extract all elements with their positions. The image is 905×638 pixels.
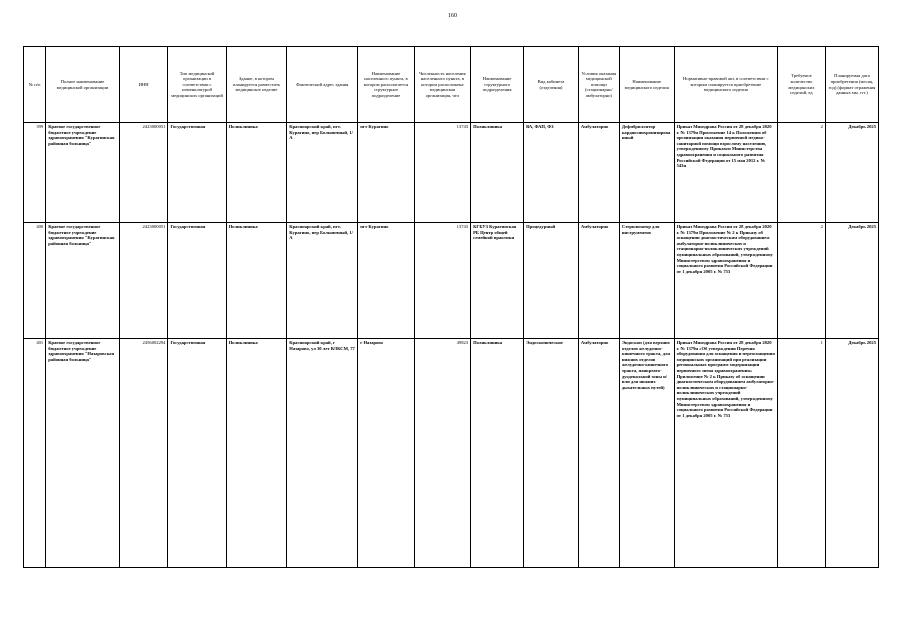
header-act: Нормативно-правовой акт, в соответствии с которым планируется приобретение медицинского изделия bbox=[674, 47, 777, 123]
cell-num: 401 bbox=[24, 339, 46, 568]
cell-address: Красноярский край, г Назарово, ул 30 лет ВЛКСМ, 77 bbox=[287, 339, 358, 568]
cell-org: Краевое государственное бюджетное учреждение здравоохранения "Назаровская районная больница" bbox=[46, 339, 120, 568]
equipment-table bbox=[23, 46, 879, 568]
header-inn: ИНН bbox=[119, 47, 168, 123]
cell-act: Приказ Минздрава России от 28 декабря 2020 г. № 1379н Приложение 14 к Положению об организации оказания первичной медико-санитарной помощи взрослому населению, утвержденному Приказом Министерства здравоохранения и социального развития Российской Федерации от 15 мая 2012 г. № 543н bbox=[674, 123, 777, 223]
page-number: 160 bbox=[448, 13, 457, 19]
cell-inn: 2456002294 bbox=[119, 339, 168, 568]
cell-device: Дефибриллятор кардиосинхронизированный bbox=[619, 123, 674, 223]
header-population: Численность населения населенного пункта, в котором расположена медицинская организация, чел bbox=[414, 47, 470, 123]
table-row bbox=[24, 223, 879, 339]
cell-org: Краевое государственное бюджетное учреждение здравоохранения "Курагинская районная больница" bbox=[46, 223, 120, 339]
cell-inn: 2423000051 bbox=[119, 123, 168, 223]
header-locality: Наименование населенного пункта, в котором располагается структурное подразделение bbox=[358, 47, 414, 123]
header-device: Наименование медицинского изделия bbox=[619, 47, 674, 123]
header-unit: Наименование структурного подразделения bbox=[471, 47, 524, 123]
cell-type: Государственная bbox=[168, 339, 226, 568]
cell-cabinet: Эндоскопические bbox=[524, 339, 579, 568]
header-building: Здание, в котором планируется разместить медицинское изделие bbox=[226, 47, 287, 123]
cell-population: 13743 bbox=[414, 223, 470, 339]
cell-unit: Поликлиника bbox=[471, 123, 524, 223]
cell-date: Декабрь 2025 bbox=[825, 123, 878, 223]
header-num: № п/п bbox=[24, 47, 46, 123]
cell-population: 13743 bbox=[414, 123, 470, 223]
header-row bbox=[24, 47, 879, 123]
cell-qty: 1 bbox=[778, 339, 826, 568]
cell-qty: 2 bbox=[778, 223, 826, 339]
cell-num: 400 bbox=[24, 223, 46, 339]
cell-conditions: Амбулаторно bbox=[578, 339, 619, 568]
header-type: Тип медицинской организации в соответствии с номенклатурой медицинских организаций bbox=[168, 47, 226, 123]
cell-conditions: Амбулаторно bbox=[578, 123, 619, 223]
cell-type: Государственная bbox=[168, 123, 226, 223]
cell-conditions: Амбулаторно bbox=[578, 223, 619, 339]
header-qty: Требуемое количество медицинских изделий, ед bbox=[778, 47, 826, 123]
cell-building: Поликлиника bbox=[226, 223, 287, 339]
table-row bbox=[24, 339, 879, 568]
cell-address: Красноярский край, пгт. Курагино, пер Больничный, 1/А bbox=[287, 123, 358, 223]
header-date: Планируемая дата приобретения (месяц, год) (формат отражения данных мм. ггг.) bbox=[825, 47, 878, 123]
cell-inn: 2423000051 bbox=[119, 223, 168, 339]
cell-device: Стерилизатор для инструментов bbox=[619, 223, 674, 339]
cell-act: Приказ Минздрава России от 28 декабря 2020 г. № 1379н «Об утверждении Перечня оборудования для оснащения и переоснащения медицинских организаций при реализации региональных программ модернизации первичного звена здравоохранения» Приложение № 2 к Приказу об оснащении диагностическим оборудованием амбулаторно-поликлинических и стационарно-поликлинических учреждений муниципальных образований, утвержденному Министерством здравоохранения и социального развития Российской Федерации от 1 декабря 2005 г. № 753 bbox=[674, 339, 777, 568]
cell-date: Декабрь 2025 bbox=[825, 339, 878, 568]
header-org: Полное наименование медицинской организации bbox=[46, 47, 120, 123]
cell-building: Поликлиника bbox=[226, 339, 287, 568]
cell-num: 399 bbox=[24, 123, 46, 223]
cell-locality: пгт Курагино bbox=[358, 223, 414, 339]
cell-org: Краевое государственное бюджетное учреждение здравоохранения "Курагинская районная больница" bbox=[46, 123, 120, 223]
cell-population: 49823 bbox=[414, 339, 470, 568]
cell-date: Декабрь 2025 bbox=[825, 223, 878, 339]
cell-cabinet: Процедурный bbox=[524, 223, 579, 339]
cell-qty: 2 bbox=[778, 123, 826, 223]
cell-locality: пгт Курагино bbox=[358, 123, 414, 223]
cell-unit: КГБУЗ Курагинская РБ Центр общей семейной практики bbox=[471, 223, 524, 339]
header-address: Фактический адрес здания bbox=[287, 47, 358, 123]
cell-building: Поликлиника bbox=[226, 123, 287, 223]
cell-unit: Поликлиника bbox=[471, 339, 524, 568]
cell-device: Эндоскоп (для верхних отделов желудочно-кишечного тракта, для нижних отделов желудочно-кишечного тракта, панкреато-дуоденальной зоны и/или для нижних дыхательных путей) bbox=[619, 339, 674, 568]
header-conditions: Условия оказания медицинской помощи (стационарно/амбулаторно) bbox=[578, 47, 619, 123]
table-row bbox=[24, 123, 879, 223]
cell-locality: г Назарово bbox=[358, 339, 414, 568]
cell-address: Красноярский край, пгт. Курагино, пер Больничный, 1/А bbox=[287, 223, 358, 339]
header-cabinet: Вид кабинета (отделения) bbox=[524, 47, 579, 123]
cell-type: Государственная bbox=[168, 223, 226, 339]
cell-cabinet: ВА, ФАП, ФЗ bbox=[524, 123, 579, 223]
cell-act: Приказ Минздрава России от 28 декабря 2020 г. № 1379н Приложение № 2 к Приказу об оснащении диагностическим оборудованием амбулаторно-поликлинических и стационарно-поликлинических учреждений муниципальных образований, утвержденному Министерством здравоохранения и социального развития Российской Федерации от 1 декабря 2005 г. № 753 bbox=[674, 223, 777, 339]
